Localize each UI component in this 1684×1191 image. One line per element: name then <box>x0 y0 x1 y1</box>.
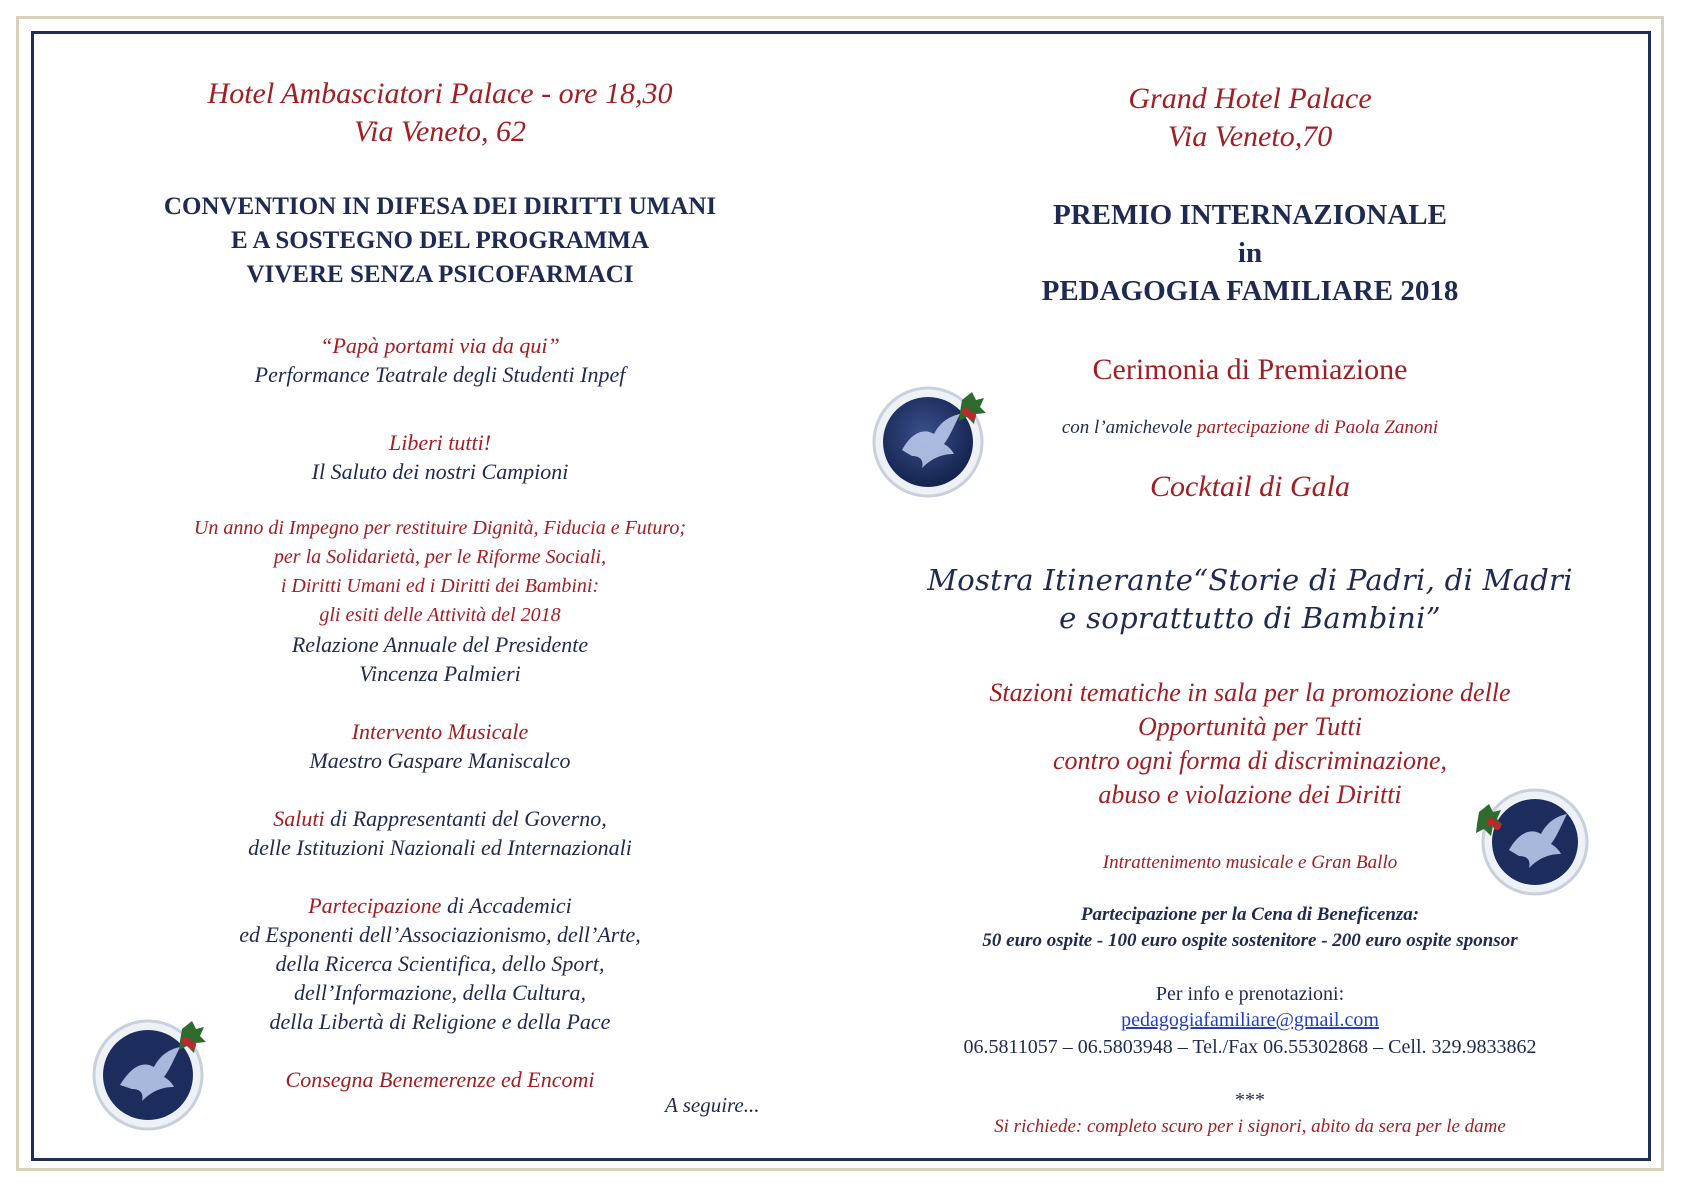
partecipazione-word: Partecipazione <box>308 893 442 918</box>
cena-line2: 50 euro ospite - 100 euro ospite sostenitore - 200 euro ospite sponsor <box>982 930 1518 951</box>
liberi-desc: Il Saluto dei nostri Campioni <box>311 459 569 484</box>
dress-code: Si richiede: completo scuro per i signori, abito da sera per le dame <box>994 1116 1506 1137</box>
dove-ornament-icon <box>82 1005 222 1145</box>
cena-line1: Partecipazione per la Cena di Beneficenza: <box>1080 904 1420 925</box>
saluti-word: Saluti <box>273 806 325 831</box>
anno-line3: i Diritti Umani ed i Diritti dei Bambini: <box>280 575 600 597</box>
amichevole-pre: con l’ <box>1061 417 1106 438</box>
info-label: Per info e prenotazioni: <box>1155 983 1345 1005</box>
stars-separator: *** <box>1235 1089 1265 1111</box>
anno-line4: gli esiti delle Attività del 2018 <box>319 604 561 626</box>
partecipazione-line2: ed Esponenti dell’Associazionismo, dell’Arte, <box>239 922 641 947</box>
anno-line1: Un anno di Impegno per restituire Dignità, Fiducia e Futuro; <box>193 517 687 539</box>
stazioni-line3: contro ogni forma di discriminazione, <box>1052 746 1448 775</box>
saluti-line1 <box>60 804 820 833</box>
a-seguire: A seguire... <box>665 1093 760 1117</box>
amichevole-post: partecipazione di Paola Zanoni <box>1192 417 1439 438</box>
left-title-line1: CONVENTION IN DIFESA DEI DIRITTI UMANI <box>163 193 717 220</box>
partecipazione-line3: della Ricerca Scientifica, dello Sport, <box>275 951 605 976</box>
right-title-line1: PREMIO INTERNAZIONALE <box>1053 199 1447 231</box>
stazioni-line4: abuso e violazione dei Diritti <box>1098 780 1402 809</box>
anno-line2: per la Solidarietà, per le Riforme Sociali, <box>273 546 607 568</box>
stazioni-line1: Stazioni tematiche in sala per la promozione delle <box>989 678 1511 707</box>
phones: 06.5811057 – 06.5803948 – Tel./Fax 06.55302868 – Cell. 329.9833862 <box>963 1036 1537 1058</box>
intrattenimento: Intrattenimento musicale e Gran Ballo <box>1102 852 1398 873</box>
dove-ornament-icon <box>1465 772 1605 912</box>
performance-title: “Papà portami via da qui” <box>320 333 560 358</box>
dove-ornament-icon <box>862 372 1002 512</box>
right-hotel-line2: Via Veneto,70 <box>1167 120 1333 153</box>
saluti-line2: delle Istituzioni Nazionali ed Internazionali <box>248 835 632 860</box>
musicale-desc: Maestro Gaspare Maniscalco <box>309 748 571 773</box>
amichevole-word: amichevole <box>1105 417 1193 438</box>
consegna: Consegna Benemerenze ed Encomi <box>285 1067 595 1092</box>
stazioni-line2: Opportunità per Tutti <box>1138 712 1362 741</box>
email-line <box>880 1007 1620 1033</box>
right-title-line2: in <box>1237 237 1263 269</box>
partecipazione-line1 <box>60 891 820 920</box>
relazione: Relazione Annuale del Presidente <box>291 632 589 657</box>
partecipazione-line5: della Libertà di Religione e della Pace <box>269 1009 611 1034</box>
left-hotel-line2: Via Veneto, 62 <box>354 115 526 148</box>
mostra-line1: Mostra Itinerante“Storie di Padri, di Madri <box>927 563 1573 597</box>
left-title-line3: VIVERE SENZA PSICOFARMACI <box>246 261 634 288</box>
liberi-title: Liberi tutti! <box>388 430 492 455</box>
right-hotel-line1: Grand Hotel Palace <box>1128 82 1372 115</box>
cocktail: Cocktail di Gala <box>1150 470 1350 503</box>
presidente-name: Vincenza Palmieri <box>359 661 521 686</box>
left-hotel-line1: Hotel Ambasciatori Palace - ore 18,30 <box>207 77 673 110</box>
saluti-rest: di Rappresentanti del Governo, <box>324 806 607 831</box>
ceremony: Cerimonia di Premiazione <box>1092 353 1408 386</box>
email-link[interactable]: pedagogiafamiliare@gmail.com <box>1121 1009 1379 1031</box>
mostra-line2: e soprattutto di Bambini” <box>1059 601 1441 635</box>
right-title-line3: PEDAGOGIA FAMILIARE 2018 <box>1041 275 1459 307</box>
musicale-title: Intervento Musicale <box>351 719 529 744</box>
partecipazione-rest: di Accademici <box>441 893 572 918</box>
partecipazione-line4: dell’Informazione, della Cultura, <box>293 980 587 1005</box>
left-title-line2: E A SOSTEGNO DEL PROGRAMMA <box>230 227 650 254</box>
performance-desc: Performance Teatrale degli Studenti Inpef <box>254 362 626 387</box>
